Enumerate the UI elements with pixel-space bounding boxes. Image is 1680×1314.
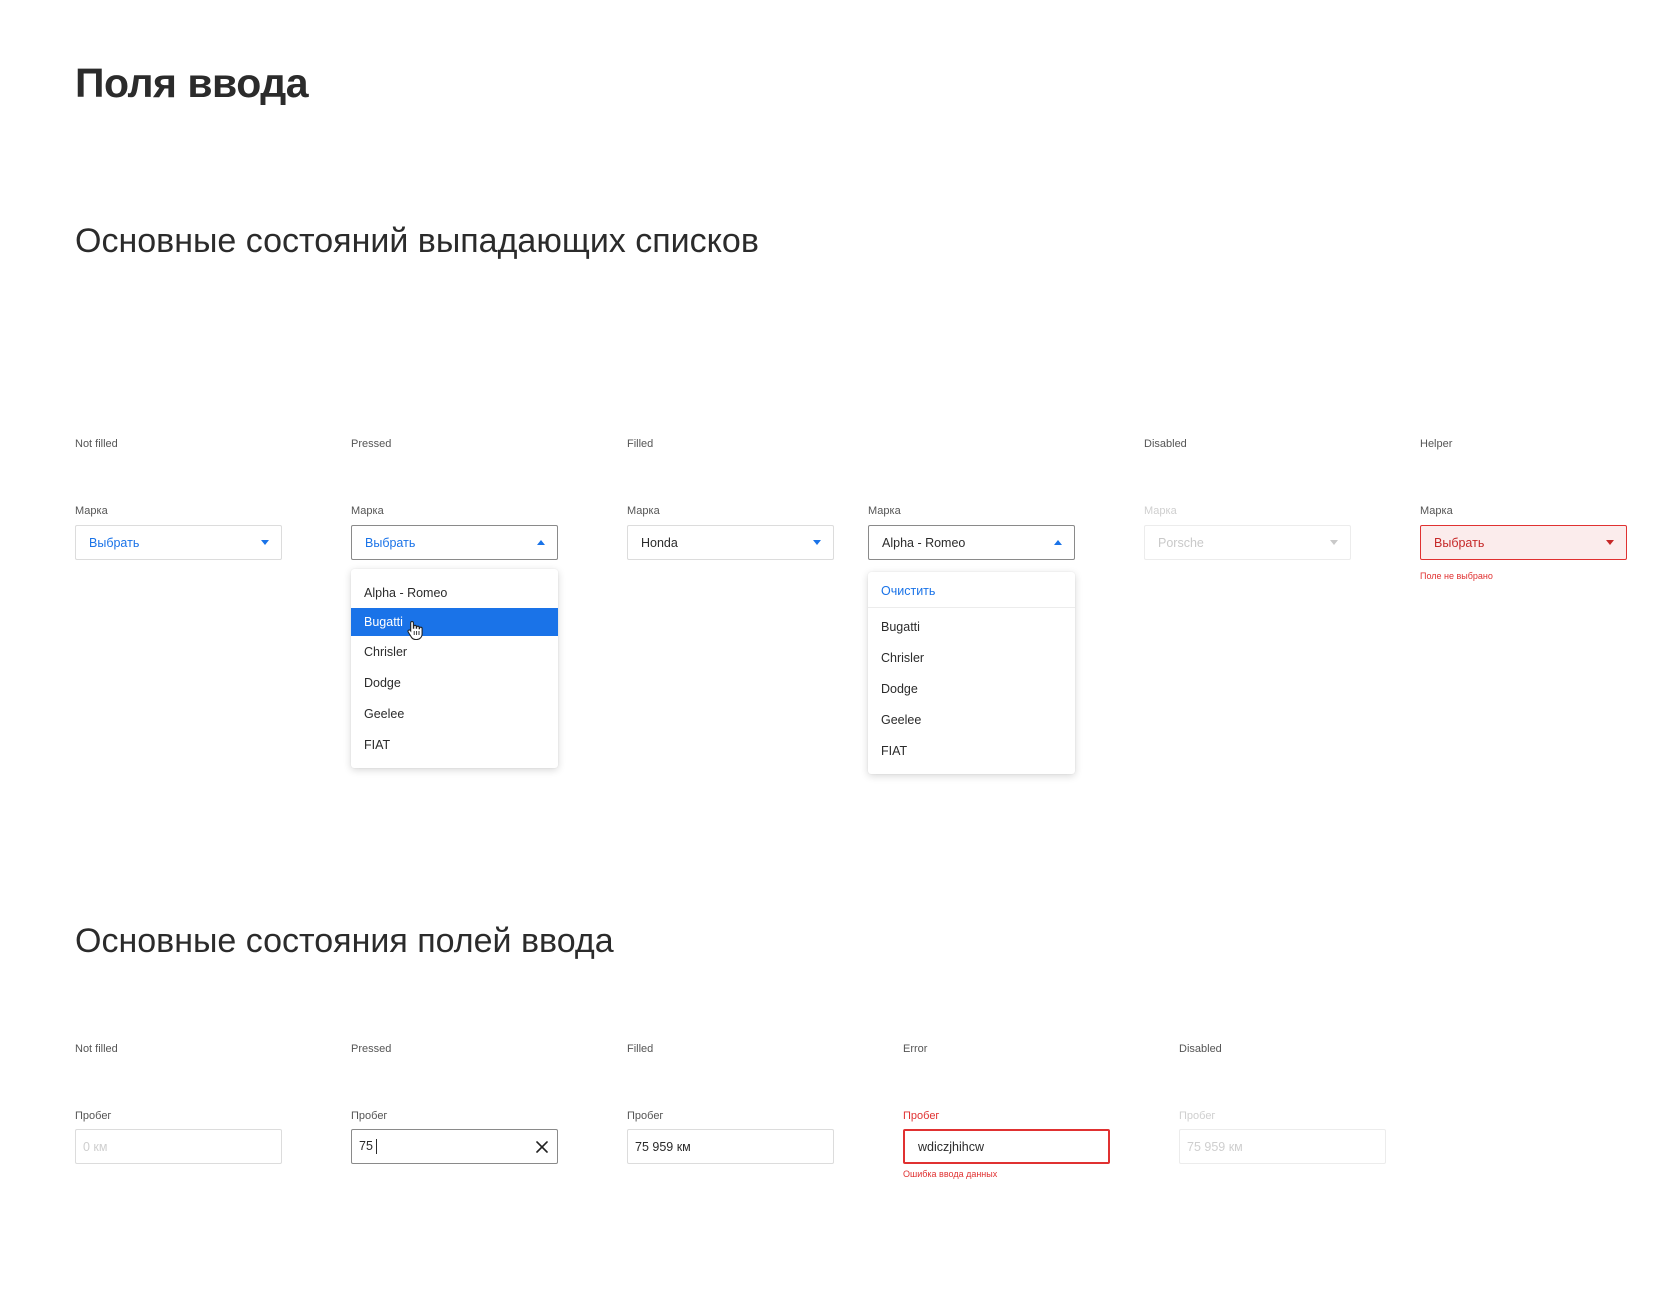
dropdown-option[interactable]: Geelee — [364, 706, 405, 721]
error-text: Ошибка ввода данных — [903, 1169, 998, 1179]
brand-label: Марка — [1420, 505, 1453, 517]
mileage-label: Пробег — [351, 1110, 388, 1122]
chevron-up-icon — [537, 540, 545, 545]
select-value: Porsche — [1158, 535, 1204, 550]
brand-label: Марка — [1144, 505, 1177, 517]
chevron-up-icon — [1054, 540, 1062, 545]
brand-label: Марка — [351, 505, 384, 517]
brand-label: Марка — [75, 505, 108, 517]
dropdown-menu-filled — [868, 572, 1075, 774]
brand-select-helper[interactable] — [1420, 525, 1627, 560]
brand-label: Марка — [627, 505, 660, 517]
select-value: Выбрать — [365, 535, 416, 550]
mileage-label: Пробег — [1179, 1110, 1216, 1122]
state-label-error: Error — [903, 1043, 928, 1055]
dropdown-section-title: Основные состояний выпадающих списков — [75, 222, 759, 260]
clear-option[interactable]: Очистить — [868, 574, 1075, 608]
brand-select-not-filled[interactable] — [75, 525, 282, 560]
chevron-down-icon — [261, 540, 269, 545]
chevron-down-icon — [1330, 540, 1338, 545]
dropdown-option[interactable]: Chrisler — [364, 644, 408, 659]
state-label-helper: Helper — [1420, 438, 1453, 450]
close-icon[interactable] — [535, 1140, 549, 1154]
dropdown-option[interactable]: Geelee — [881, 712, 922, 727]
state-label-filled: Filled — [627, 1043, 654, 1055]
dropdown-option[interactable]: Dodge — [364, 675, 401, 690]
input-value: wdiczjhihcw — [918, 1139, 984, 1154]
state-label-not-filled: Not filled — [75, 1043, 118, 1055]
input-placeholder: 0 км — [83, 1139, 108, 1154]
state-label-filled: Filled — [627, 438, 654, 450]
helper-text: Поле не выбрано — [1420, 571, 1493, 581]
mileage-input-pressed[interactable] — [351, 1129, 558, 1164]
dropdown-option[interactable]: FIAT — [364, 737, 391, 752]
select-value: Выбрать — [89, 535, 140, 550]
state-label-disabled: Disabled — [1144, 438, 1187, 450]
mileage-input-disabled — [1179, 1129, 1386, 1164]
mileage-label: Пробег — [75, 1110, 112, 1122]
input-section-title: Основные состояния полей ввода — [75, 922, 614, 960]
brand-select-filled[interactable] — [627, 525, 834, 560]
input-value: 75 959 км — [635, 1139, 691, 1154]
chevron-down-icon — [1606, 540, 1614, 545]
text-cursor — [376, 1139, 377, 1154]
option-label: Bugatti — [364, 615, 403, 629]
mileage-label: Пробег — [903, 1110, 940, 1122]
dropdown-option[interactable]: Chrisler — [881, 650, 925, 665]
input-value: 75 959 км — [1187, 1139, 1243, 1154]
mileage-input-error[interactable] — [903, 1129, 1110, 1164]
state-label-disabled: Disabled — [1179, 1043, 1222, 1055]
mileage-input-not-filled[interactable] — [75, 1129, 282, 1164]
brand-select-filled-open[interactable] — [868, 525, 1075, 560]
brand-select-disabled — [1144, 525, 1351, 560]
state-label-not-filled: Not filled — [75, 438, 118, 450]
dropdown-option[interactable]: Dodge — [881, 681, 918, 696]
dropdown-option[interactable]: FIAT — [881, 743, 908, 758]
state-label-pressed: Pressed — [351, 438, 392, 450]
brand-label: Марка — [868, 505, 901, 517]
page-title: Поля ввода — [75, 60, 309, 106]
select-value: Honda — [641, 535, 678, 550]
chevron-down-icon — [813, 540, 821, 545]
mileage-label: Пробег — [627, 1110, 664, 1122]
dropdown-option[interactable]: Alpha - Romeo — [364, 585, 448, 600]
brand-select-pressed[interactable] — [351, 525, 558, 560]
mileage-input-filled[interactable] — [627, 1129, 834, 1164]
state-label-pressed: Pressed — [351, 1043, 392, 1055]
dropdown-option-selected[interactable] — [351, 608, 558, 636]
dropdown-option[interactable]: Bugatti — [881, 619, 920, 634]
input-value: 75 — [359, 1138, 373, 1153]
select-value: Alpha - Romeo — [882, 535, 966, 550]
dropdown-menu-pressed — [351, 569, 558, 768]
select-value: Выбрать — [1434, 535, 1485, 550]
